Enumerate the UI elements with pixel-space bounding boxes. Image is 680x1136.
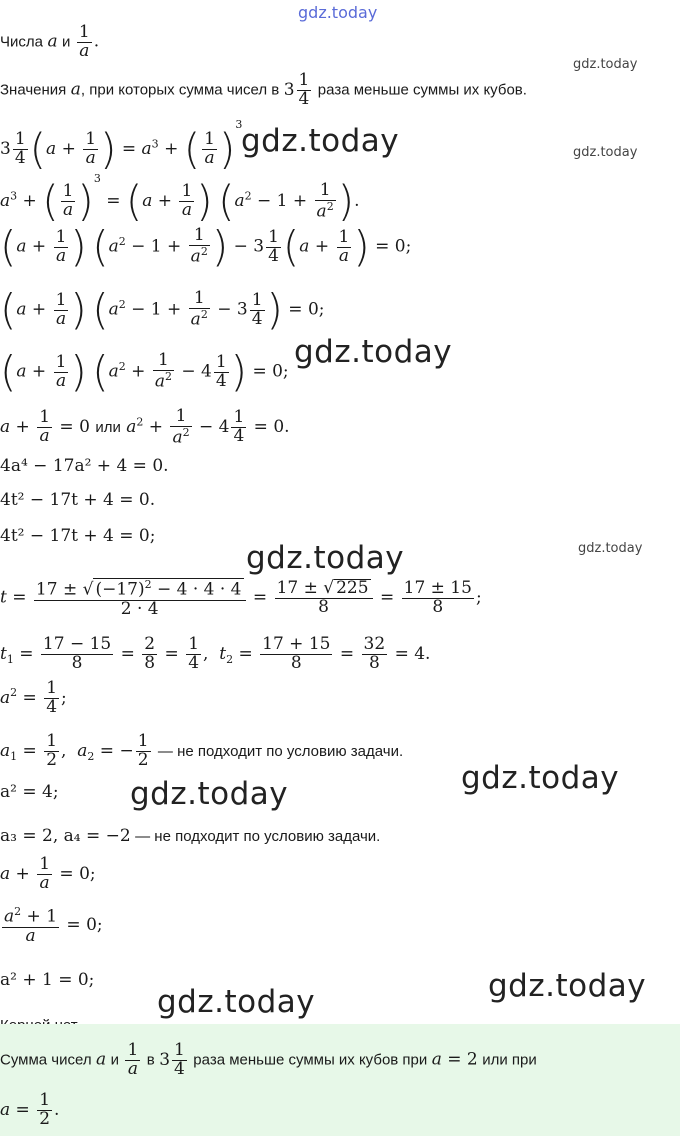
watermark-big: gdz.today (488, 968, 647, 1004)
equation-15: a₃ = 2, a₄ = −2 — не подходит по условию задачи. (0, 826, 381, 846)
equation-3: (a + $\frac{1}{a}$ ) ($a^2 - 1$ + $\frac{1}{a^2}$ ) − 3 $\frac{1}{4}$ (a + $\frac{1}{a}$ ) = 0; (0, 222, 412, 271)
equation-5: (a + $\frac{1}{a}$ ) ($a^2$ + $\frac{1}{a^2}$ − 4 $\frac{1}{4}$ ) = 0; (0, 347, 289, 396)
answer-line-1: Сумма чисел a и $\frac{1}{a}$ в 3 $\frac{1}{4}$ раза меньше суммы их кубов при a = 2 или при (0, 1040, 537, 1079)
watermark-big: gdz.today (241, 123, 400, 159)
equation-16: a + $\frac{1}{a}$ = 0; (0, 854, 96, 893)
watermark-top: gdz.today (298, 3, 378, 22)
statement-line-1: Числа a и $\frac{1}{a}$ . (0, 22, 100, 61)
statement-line-2: Значения a, при которых сумма чисел в 3 $\frac{1}{4}$ раза меньше суммы их кубов. (0, 70, 527, 109)
watermark-big: gdz.today (130, 776, 289, 812)
equation-13: $a_1$ = $\frac{1}{2}$ , $a_2$ = − $\frac{1}{2}$ — не подходит по условию задачи. (0, 731, 404, 770)
equation-2: $a^3$ + ( $\frac{1}{a}$ )$^3$ = (a + $\frac{1}{a}$ ) ($a^2 - 1$ + $\frac{1}{a^2}$ ). (0, 172, 360, 226)
equation-4: (a + $\frac{1}{a}$ ) ($a^2 - 1$ + $\frac{1}{a^2}$ − 3 $\frac{1}{4}$ ) = 0; (0, 285, 325, 334)
equation-12: $a^2$ = $\frac{1}{4}$ ; (0, 678, 67, 717)
equation-8: 4t² − 17t + 4 = 0. (0, 490, 156, 510)
equation-1: 3 $\frac{1}{4}$ (a + $\frac{1}{a}$ ) = $a^3$ + ( $\frac{1}{a}$ )$^3$ (0, 118, 243, 174)
equation-7: 4a⁴ − 17a² + 4 = 0. (0, 456, 169, 476)
statement-text: Числа (0, 33, 43, 51)
watermark-big: gdz.today (294, 334, 453, 370)
equation-11: $t_1$ = $\frac{17 - 15}{8}$ = $\frac{2}{8}$ = $\frac{1}{4}$ , $t_2$ = $\frac{17 + 15}{8}$ = $\frac{32}{8}$ = 4. (0, 634, 431, 673)
watermark-big: gdz.today (246, 540, 405, 576)
answer-line-2: a = $\frac{1}{2}$ . (0, 1090, 60, 1129)
watermark-small: gdz.today (573, 57, 638, 72)
equation-9: 4t² − 17t + 4 = 0; (0, 526, 156, 546)
answer-block (0, 1024, 680, 1136)
watermark-big: gdz.today (157, 984, 316, 1020)
equation-17: $\frac{a^2 + 1}{a}$ = 0; (4, 905, 103, 946)
watermark-small: gdz.today (578, 541, 643, 556)
equation-10: t = $\frac{17 \pm √ (-17)^2 - 4 \cdot 4 \cdot 4}{2 \cdot 4}$ = $\frac{17 \pm √ 225}{8}$ = $\frac{17 \pm 15}{8}$ ; (0, 577, 482, 619)
equation-14: a² = 4; (0, 782, 59, 802)
watermark-big: gdz.today (461, 760, 620, 796)
equation-18: a² + 1 = 0; (0, 970, 95, 990)
watermark-small: gdz.today (573, 145, 638, 160)
equation-6: a + $\frac{1}{a}$ = 0 или $a^2$ + $\frac{1}{a^2}$ − 4 $\frac{1}{4}$ = 0. (0, 406, 290, 448)
